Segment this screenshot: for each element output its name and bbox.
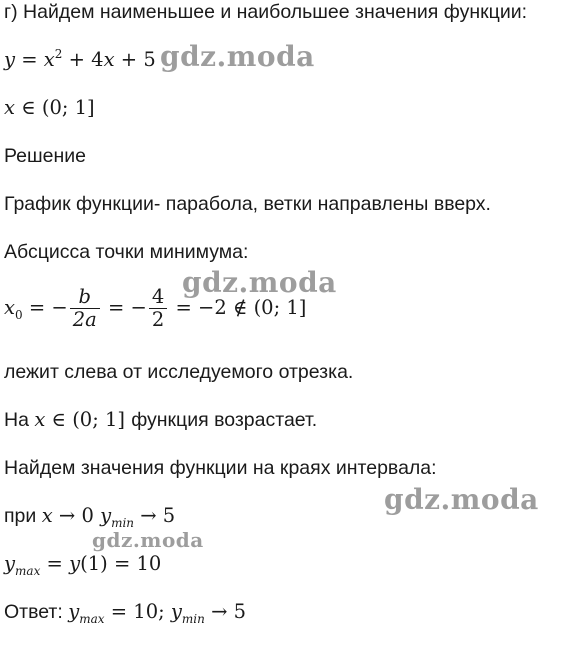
var-y: y xyxy=(4,552,16,575)
var-y-2: y xyxy=(69,552,81,575)
watermark: gdz.moda xyxy=(160,40,315,73)
solution-label: Решение xyxy=(4,145,86,167)
equals: = xyxy=(15,48,44,71)
value: = 10; xyxy=(104,600,171,623)
var-x: x xyxy=(34,408,46,431)
result: (1) = 10 xyxy=(80,552,162,575)
equals-minus: = − xyxy=(22,296,68,319)
left-of-interval-text: лежит слева от исследуемого отрезка. xyxy=(4,361,354,383)
subscript: min xyxy=(181,612,205,626)
answer xyxy=(4,600,246,624)
edges-text: Найдем значения функции на краях интервала: xyxy=(4,457,437,479)
increasing-text xyxy=(4,408,317,432)
var-y-2: y xyxy=(170,600,182,623)
exponent: 2 xyxy=(54,47,63,61)
equals: = xyxy=(40,552,70,575)
var-x: x xyxy=(43,48,55,71)
ymax-formula xyxy=(4,552,161,576)
term: + 4 xyxy=(62,48,104,71)
minimum-label: Абсцисса точки минимума: xyxy=(4,241,249,263)
answer-prefix: Ответ: xyxy=(4,601,69,623)
var-y: y xyxy=(100,504,112,527)
equals-minus: = − xyxy=(101,296,147,319)
value: → 5 xyxy=(204,600,247,623)
subscript: min xyxy=(111,516,135,530)
arrow: → 0 xyxy=(52,504,101,527)
interval: ∈ (0; 1] xyxy=(15,96,95,119)
subscript: max xyxy=(79,612,105,626)
prefix: при xyxy=(4,505,42,527)
constant: + 5 xyxy=(114,48,156,71)
watermark: gdz.moda xyxy=(182,266,337,299)
var-x: x xyxy=(41,504,53,527)
var-y: y xyxy=(68,600,80,623)
watermark: gdz.moda xyxy=(384,483,539,516)
interval: ∈ (0; 1] xyxy=(45,408,132,431)
watermark: gdz.moda xyxy=(92,528,204,552)
domain-formula xyxy=(4,96,95,120)
task-heading: г) Найдем наименьшее и наибольшее значения функции: xyxy=(4,1,528,23)
numerator: 4 xyxy=(151,285,165,309)
result: = −2 ∉ (0; 1] xyxy=(169,296,307,319)
prefix: На xyxy=(4,409,35,431)
denominator: 2a xyxy=(70,308,100,331)
var-x: x xyxy=(4,96,15,119)
var-x-2: x xyxy=(103,48,115,71)
fraction-b-over-2a xyxy=(70,286,100,331)
numerator: b xyxy=(78,285,91,309)
parabola-text: График функции- парабола, ветки направлены вверх. xyxy=(4,193,491,215)
result: → 5 xyxy=(134,504,176,527)
subscript: 0 xyxy=(15,308,23,322)
var-x: x xyxy=(4,296,15,319)
value-at-zero xyxy=(4,504,175,528)
var-y: y xyxy=(4,48,16,71)
suffix: функция возрастает. xyxy=(131,409,318,431)
subscript: max xyxy=(15,564,41,578)
function-formula xyxy=(4,48,156,72)
denominator: 2 xyxy=(149,308,167,331)
fraction-4-over-2 xyxy=(149,286,167,331)
